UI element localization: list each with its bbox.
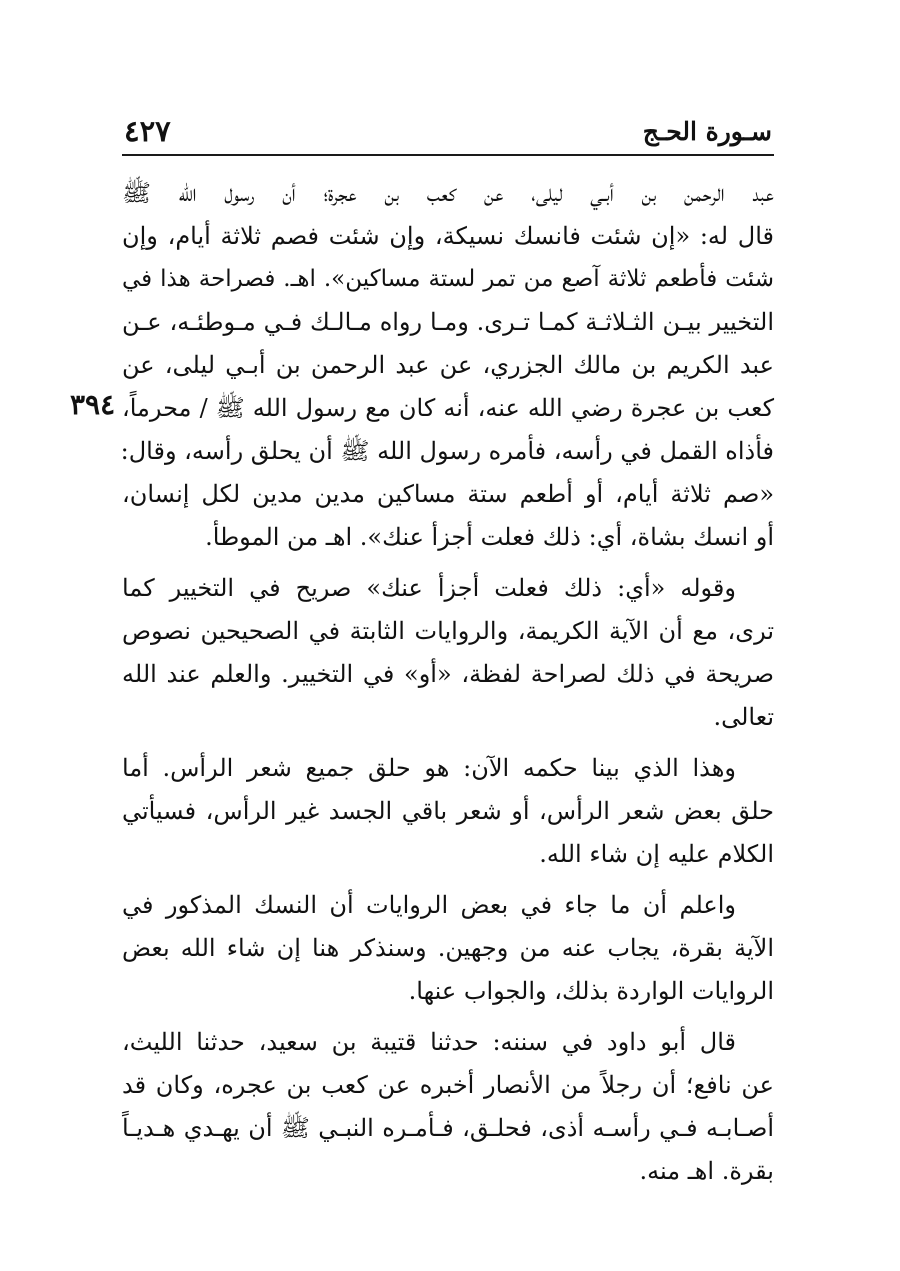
paragraph-1 xyxy=(122,172,774,559)
text-line: وهذا الذي بينا حكمه الآن: هو حلق جميع شعر الرأس. أما xyxy=(122,754,736,782)
text-line: ترى، مع أن الآية الكريمة، والروايات الثابتة في الصحيحين نصوص xyxy=(122,617,774,645)
text-line: أو انسك بشاة، أي: ذلك فعلت أجزأ عنك». اهـ من الموطأ. xyxy=(205,523,774,551)
text-line: أصـابـه فـي رأسـه أذى، فحلـق، فـأمـره النبـي ﷺ أن يهـدي هـديـاً xyxy=(122,1114,774,1142)
paragraph-2 xyxy=(122,567,774,739)
text-line: الروايات الواردة بذلك، والجواب عنها. xyxy=(408,977,774,1005)
paragraph-4 xyxy=(122,884,774,1013)
text-line: قال له: «إن شئت فانسك نسيكة، وإن شئت فصم ثلاثة أيام، وإن xyxy=(122,222,774,250)
text-line: حلق بعض شعر الرأس، أو شعر باقي الجسد غير الرأس، فسيأتي xyxy=(122,797,774,825)
surah-title: سـورة الحـج xyxy=(642,117,772,146)
text-line: تعالى. xyxy=(713,703,774,731)
paragraph-5 xyxy=(122,1021,774,1193)
text-line: وقوله «أي: ذلك فعلت أجزأ عنك» صريح في التخيير كما xyxy=(122,574,736,602)
text-line: عبد الرحمن بن أبـي ليلى، عن كعب بن عجرة؛ أن رسول الله ﷺ xyxy=(122,179,774,207)
text-line: واعلم أن ما جاء في بعض الروايات أن النسك المذكور في xyxy=(122,891,736,919)
margin-reference-number: ٣٩٤ xyxy=(70,388,116,421)
text-line: كعب بن عجرة رضي الله عنه، أنه كان مع رسول الله ﷺ / محرماً، xyxy=(122,394,774,422)
text-line: الكلام عليه إن شاء الله. xyxy=(539,840,774,868)
text-line: عن نافع؛ أن رجلاً من الأنصار أخبره عن كعب بن عجره، وكان قد xyxy=(122,1071,774,1099)
body-text xyxy=(122,172,774,1201)
text-line: شئت فأطعم ثلاثة آصع من تمر لستة مساكين». اهـ. فصراحة هذا في xyxy=(122,266,774,292)
text-line: «صم ثلاثة أيام، أو أطعم ستة مساكين مدين مدين لكل إنسان، xyxy=(122,480,775,508)
text-line: بقرة. اهـ منه. xyxy=(639,1157,774,1185)
text-line: الآية بقرة، يجاب عنه من وجهين. وسنذكر هنا إن شاء الله بعض xyxy=(122,934,774,962)
page-number: ٤٢٧ xyxy=(124,114,171,148)
text-line: فأذاه القمل في رأسه، فأمره رسول الله ﷺ أن يحلق رأسه، وقال: xyxy=(120,437,774,465)
text-line: صريحة في ذلك لصراحة لفظة، «أو» في التخيير. والعلم عند الله xyxy=(122,660,774,688)
text-line: قال أبو داود في سننه: حدثنا قتيبة بن سعيد، حدثنا الليث، xyxy=(122,1028,736,1056)
paragraph-3 xyxy=(122,747,774,876)
text-line: التخيير بيـن الثـلاثـة كمـا تـرى. ومـا رواه مـالـك فـي مـوطئـه، عـن xyxy=(122,308,774,336)
text-line: عبد الكريم بن مالك الجزري، عن عبد الرحمن بن أبـي ليلى، عن xyxy=(122,351,774,379)
page-header xyxy=(122,112,774,156)
